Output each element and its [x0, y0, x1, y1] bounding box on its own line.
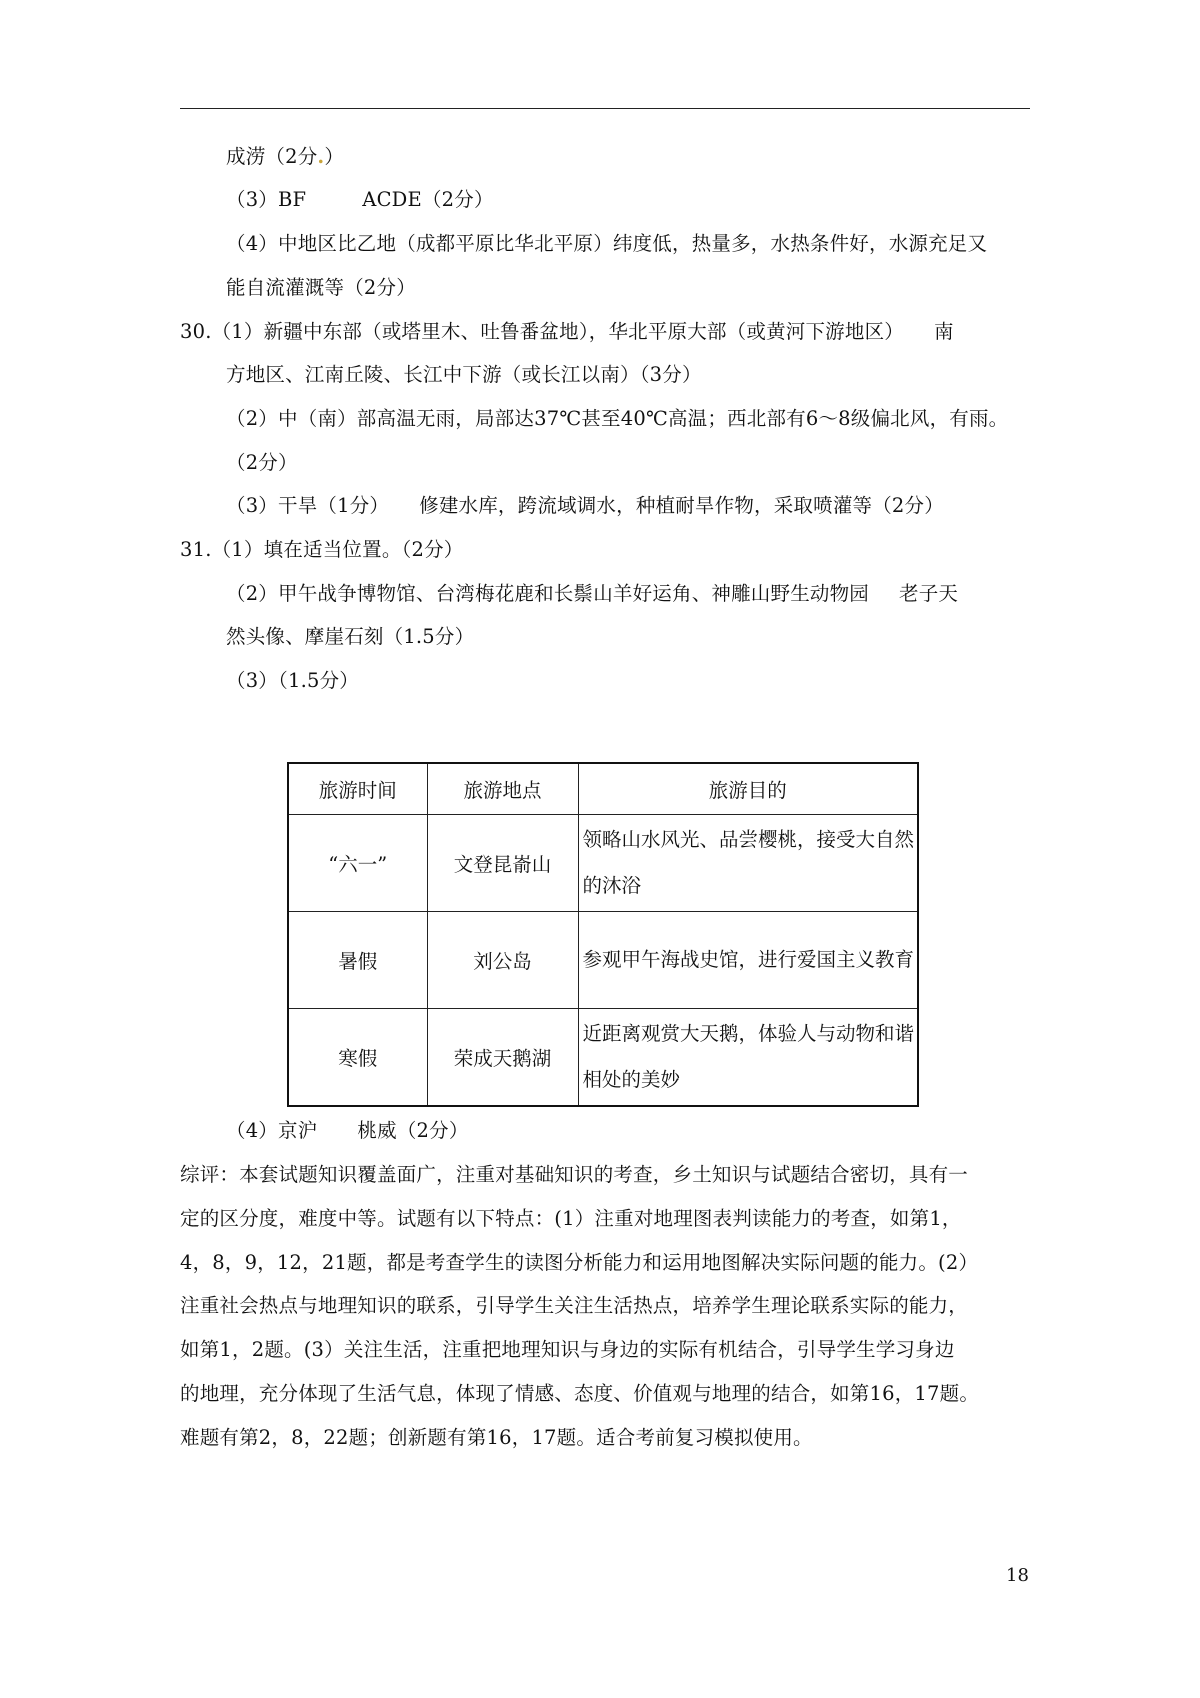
text: 南: [933, 320, 954, 343]
table-header-row: [288, 763, 918, 815]
text: （4）京沪: [226, 1119, 318, 1142]
cell-purpose: 领略山水风光、品尝樱桃，接受大自然的沐浴: [578, 815, 918, 912]
text: ）: [324, 145, 345, 168]
commentary-line: 的地理，充分体现了生活气息，体现了情感、态度、价值观与地理的结合，如第16，17题。: [180, 1382, 980, 1405]
cell-time: 寒假: [288, 1009, 427, 1107]
tourism-table: [287, 762, 919, 1107]
table-row: [288, 1009, 918, 1107]
commentary-line: 4，8，9，12，21题，都是考查学生的读图分析能力和运用地图解决实际问题的能力。(2）: [180, 1251, 979, 1274]
cell-place: 刘公岛: [427, 912, 578, 1009]
page-number: 18: [1006, 1565, 1029, 1586]
table-row: [288, 815, 918, 912]
commentary-line: 注重社会热点与地理知识的联系，引导学生关注生活热点，培养学生理论联系实际的能力，: [180, 1294, 969, 1317]
text: 修建水库，跨流域调水，种植耐旱作物，采取喷灌等（2分）: [419, 494, 944, 517]
text: .: [317, 145, 325, 168]
header-time: 旅游时间: [288, 763, 427, 815]
text: 桃威（2分）: [357, 1119, 469, 1142]
answer-line: [226, 1117, 469, 1145]
commentary-line: 综评：本套试题知识覆盖面广，注重对基础知识的考查，乡土知识与试题结合密切，具有一: [180, 1163, 969, 1186]
commentary-line: 如第1，2题。(3）关注生活，注重把地理知识与身边的实际有机结合，引导学生学习身边: [180, 1338, 955, 1361]
text: ACDE（2分）: [362, 188, 494, 211]
commentary-line: 定的区分度，难度中等。试题有以下特点：(1）注重对地理图表判读能力的考查，如第1，: [180, 1207, 962, 1230]
header-rule: [180, 108, 1030, 109]
answer-line: （3）（1.5分）: [226, 669, 359, 692]
text: （2）甲午战争博物馆、台湾梅花鹿和长鬃山羊好运角、神雕山野生动物园: [226, 582, 870, 605]
header-purpose: 旅游目的: [578, 763, 918, 815]
text: 30.（1）新疆中东部（或塔里木、吐鲁番盆地），华北平原大部（或黄河下游地区）: [180, 320, 904, 343]
answer-line: [226, 143, 344, 171]
answer-line: 方地区、江南丘陵、长江中下游（或长江以南）（3分）: [226, 363, 702, 386]
question-31-line: 31.（1）填在适当位置。（2分）: [180, 538, 464, 561]
text: （3）BF: [226, 188, 307, 211]
answer-line: （4）中地区比乙地（成都平原比华北平原）纬度低，热量多，水热条件好，水源充足又: [226, 232, 988, 255]
commentary-line: 难题有第2，8，22题；创新题有第16，17题。适合考前复习模拟使用。: [180, 1426, 813, 1449]
header-place: 旅游地点: [427, 763, 578, 815]
answer-line: [226, 580, 958, 608]
answer-line: 然头像、摩崖石刻（1.5分）: [226, 625, 475, 648]
cell-time: 暑假: [288, 912, 427, 1009]
text: 成涝（2分: [226, 145, 318, 168]
cell-place: 荣成天鹅湖: [427, 1009, 578, 1107]
answer-line: [226, 186, 494, 214]
cell-place: 文登昆嵛山: [427, 815, 578, 912]
text: 老子天: [899, 582, 959, 605]
cell-time: “六一”: [288, 815, 427, 912]
question-30-line: [180, 318, 954, 346]
table-row: [288, 912, 918, 1009]
cell-purpose: 近距离观赏大天鹅，体验人与动物和谐相处的美妙: [578, 1009, 918, 1107]
answer-line: 能自流灌溉等（2分）: [226, 276, 416, 299]
answer-line: （2分）: [226, 451, 298, 474]
cell-purpose: 参观甲午海战史馆，进行爱国主义教育: [578, 912, 918, 1009]
text: （3）干旱（1分）: [226, 494, 390, 517]
answer-line: （2）中（南）部高温无雨，局部达37℃甚至40℃高温；西北部有6～8级偏北风，有雨。: [226, 407, 1009, 430]
answer-line: [226, 492, 944, 520]
